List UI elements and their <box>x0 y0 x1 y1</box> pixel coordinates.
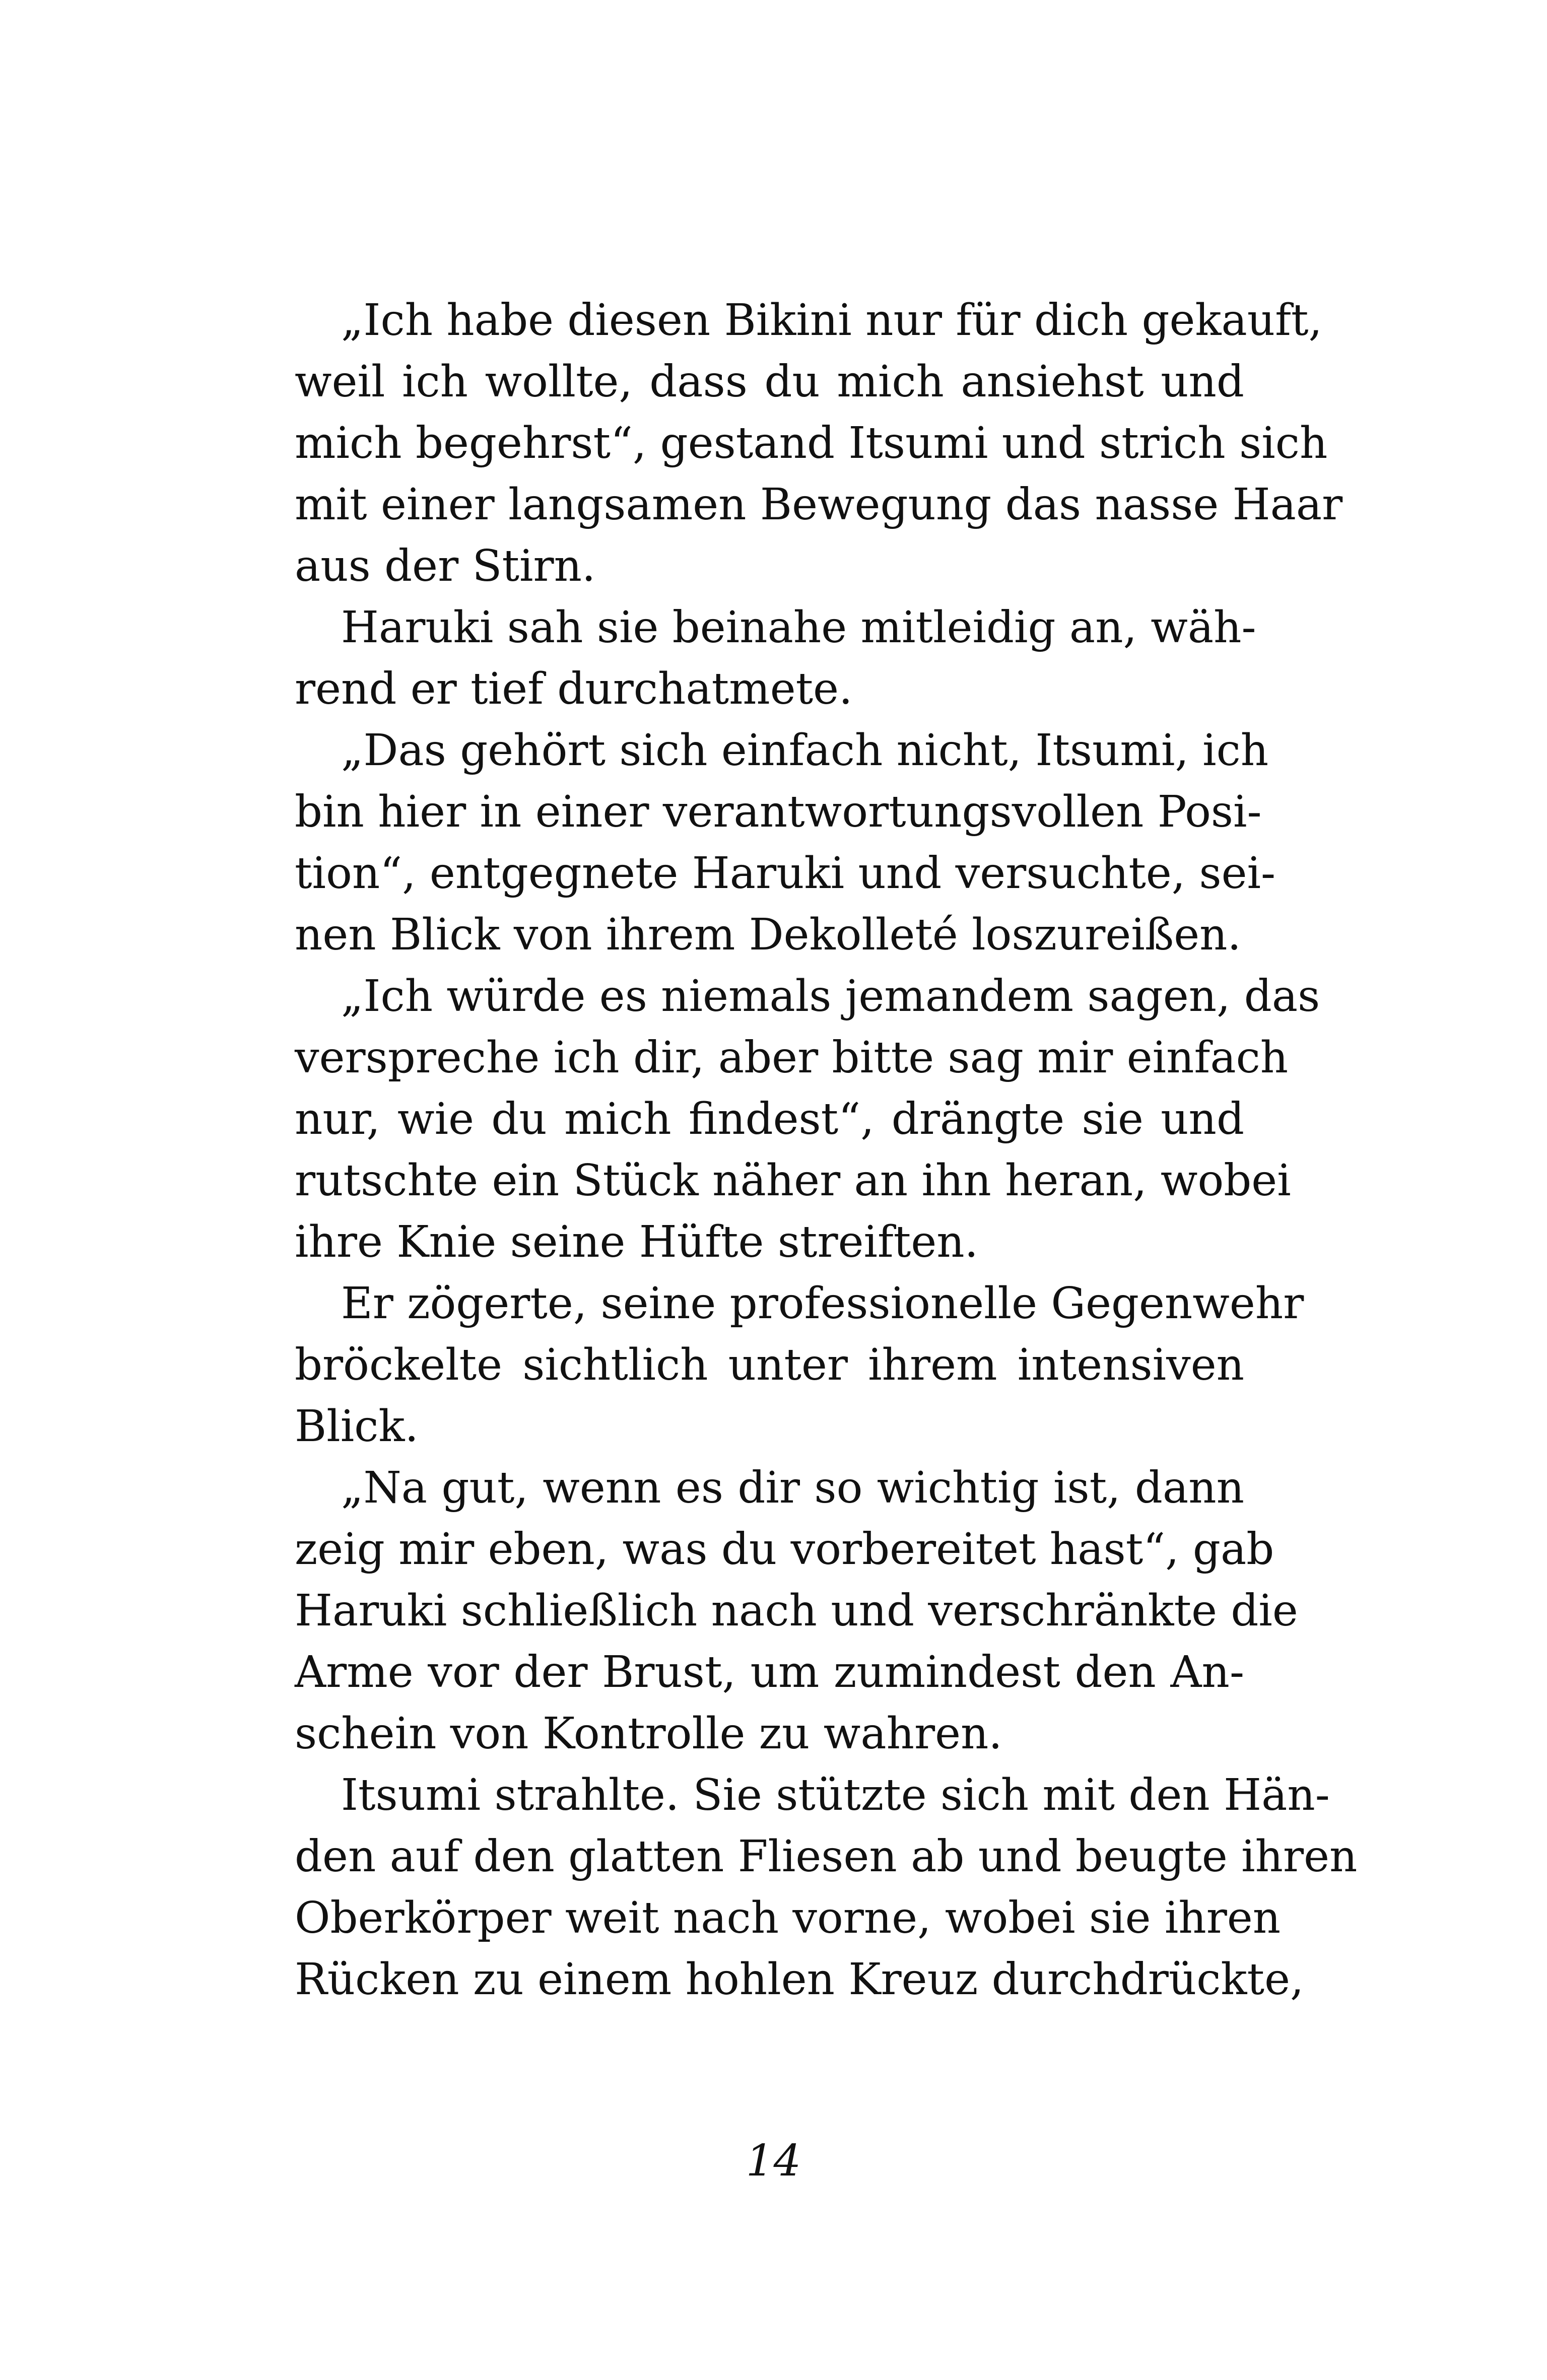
text-line: „Na gut, wenn es dir so wichtig ist, dann <box>341 1463 1244 1513</box>
text-line: „Ich habe diesen Bikini nur für dich gekauft, <box>341 295 1322 346</box>
page-number: 14 <box>746 2136 801 2186</box>
text-line: ihre Knie seine Hüfte streiften. <box>295 1217 978 1267</box>
text-line: zeig mir eben, was du vorbereitet hast“, gab <box>295 1524 1274 1575</box>
text-line: tion“, entgegnete Haruki und versuchte, sei- <box>295 848 1276 899</box>
text-line: verspreche ich dir, aber bitte sag mir einfach <box>295 1033 1289 1083</box>
text-line: weil ich wollte, dass du mich ansiehst und <box>295 357 1244 407</box>
text-line: aus der Stirn. <box>295 541 596 591</box>
text-line: mich begehrst“, gestand Itsumi und strich sich <box>295 418 1328 468</box>
text-line: Arme vor der Brust, um zumindest den An- <box>295 1647 1244 1697</box>
text-line: Rücken zu einem hohlen Kreuz durchdrückte, <box>295 1954 1304 2005</box>
text-line: „Das gehört sich einfach nicht, Itsumi, ich <box>341 725 1269 776</box>
text-line: nen Blick von ihrem Dekolleté loszureißen. <box>295 910 1241 960</box>
text-line: Haruki sah sie beinahe mitleidig an, wäh- <box>341 602 1256 653</box>
text-line: Itsumi strahlte. Sie stützte sich mit den Hän- <box>341 1770 1330 1820</box>
text-line: mit einer langsamen Bewegung das nasse Haar <box>295 480 1343 530</box>
text-line: schein von Kontrolle zu wahren. <box>295 1709 1002 1759</box>
text-line: den auf den glatten Fliesen ab und beugte ihren <box>295 1831 1358 1882</box>
text-line: Er zögerte, seine professionelle Gegenwehr <box>341 1278 1304 1329</box>
text-line: bin hier in einer verantwortungsvollen Posi- <box>295 787 1262 837</box>
text-line: Haruki schließlich nach und verschränkte die <box>295 1586 1298 1636</box>
text-line: rend er tief durchatmete. <box>295 664 853 714</box>
text-line: rutschte ein Stück näher an ihn heran, wobei <box>295 1155 1291 1206</box>
text-line: bröckelte sichtlich unter ihrem intensiven <box>295 1340 1244 1390</box>
text-line: Blick. <box>295 1401 419 1452</box>
body-text <box>295 290 1358 2010</box>
text-line: „Ich würde es niemals jemandem sagen, das <box>341 971 1320 1022</box>
text-line: Oberkörper weit nach vorne, wobei sie ihren <box>295 1893 1281 1943</box>
text-line: nur, wie du mich findest“, drängte sie und <box>295 1094 1244 1144</box>
